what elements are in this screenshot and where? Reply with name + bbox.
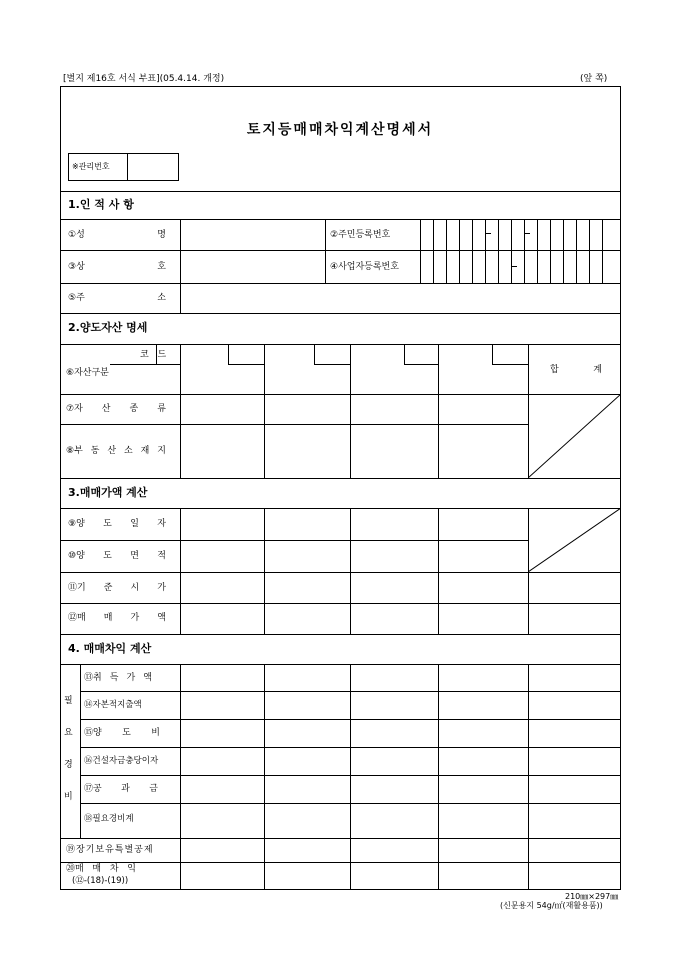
asset-type-label: ⑦자 산 종 류: [66, 404, 166, 414]
resident-number-label: ②주민등록번호: [330, 230, 391, 240]
management-number-field[interactable]: [129, 155, 177, 179]
standard-price-label: ⑪기 준 시 가: [68, 583, 166, 593]
business-number-field[interactable]: [420, 250, 621, 283]
acquisition-price-label: ⑬취 득 가 액: [84, 673, 152, 683]
sale-price-label: ⑫매 매 가 액: [68, 613, 166, 623]
section4-title: 4. 매매차익 계산: [68, 642, 152, 655]
management-number-label: ※관리번호: [72, 162, 110, 171]
business-number-label: ④사업자등록번호: [330, 262, 399, 272]
trade-profit-formula: (⑫-(18)-(19)): [72, 876, 129, 886]
expense-group-char: 요: [64, 728, 73, 738]
section1-title: 1.인 적 사 항: [68, 198, 134, 211]
long-term-deduction-label: ⑲장기보유특별공제: [66, 845, 154, 855]
code-label: 코 드: [140, 350, 170, 360]
expense-group-char: 경: [64, 760, 73, 770]
page-side: (앞 쪽): [580, 74, 608, 84]
total-label: 합 계: [550, 365, 602, 375]
trade-name-label: ③상 호: [68, 262, 166, 272]
trade-name-field[interactable]: [182, 252, 323, 281]
paper-spec: (신문용지 54g/㎡(재활용품)): [500, 901, 603, 910]
address-field[interactable]: [182, 285, 619, 311]
expense-total-label: ⑱필요경비계: [84, 814, 134, 824]
total-diagonal-1: [528, 394, 621, 478]
trade-profit-label: ⑳매 매 차 익: [66, 864, 136, 874]
total-diagonal-2: [528, 508, 621, 572]
transfer-date-label: ⑨양 도 일 자: [68, 519, 166, 529]
name-label: ①성 명: [68, 230, 166, 240]
taxes-label: ⑰공 과 금: [84, 784, 158, 794]
transfer-area-label: ⑩양 도 면 적: [68, 551, 166, 561]
paper-size: 210㎜×297㎜: [565, 892, 619, 901]
expense-group-char: 필: [64, 696, 73, 706]
resident-number-field[interactable]: [420, 219, 621, 250]
asset-class-label: ⑥자산구분: [66, 368, 109, 378]
form-title: 토지등매매차익계산명세서: [246, 122, 434, 138]
location-label: ⑧부 동 산 소 재 지: [66, 446, 166, 456]
capex-label: ⑭자본적지출액: [84, 700, 142, 710]
construction-interest-label: ⑯건설자금충당이자: [84, 756, 159, 766]
address-label: ⑤주 소: [68, 293, 166, 303]
expense-group-char: 비: [64, 792, 73, 802]
name-field[interactable]: [182, 221, 323, 248]
section2-title: 2.양도자산 명세: [68, 321, 148, 334]
section3-title: 3.매매가액 계산: [68, 486, 148, 499]
form-reference: [별지 제16호 서식 부표](05.4.14. 개정): [63, 74, 225, 84]
transfer-cost-label: ⑮양 도 비: [84, 728, 160, 738]
